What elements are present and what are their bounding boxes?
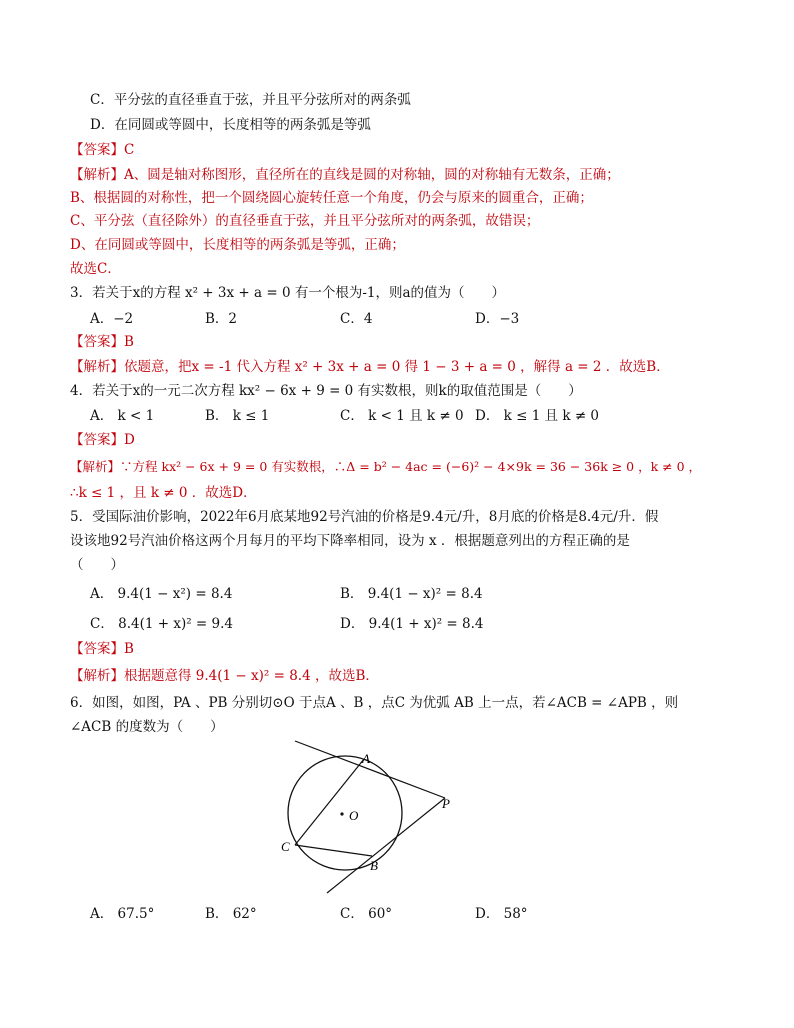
circle-tangent-figure <box>270 738 470 898</box>
q5-answer: 【答案】B <box>70 641 134 657</box>
q4-analysis-1: 【解析】∵方程 kx² − 6x + 9 = 0 有实数根，∴Δ = b² − 4ac = (−6)² − 4×9k = 36 − 36k ≥ 0 ，k ≠ 0 ， <box>70 459 702 474</box>
q6-option-c: C． 60° <box>340 906 393 922</box>
q3-option-c: C．4 <box>340 311 373 327</box>
q6-stem-1: 6．如图，如图，PA 、PB 分别切⊙O 于点A 、B ，点C 为优弧 AB 上一点，若∠ACB = ∠APB ，则 <box>70 695 679 711</box>
q4-analysis-2: ∴k ≤ 1 ，且 k ≠ 0 ．故选D． <box>70 485 257 501</box>
circle-o <box>288 756 402 870</box>
center-point <box>340 812 343 815</box>
q2-answer: 【答案】C <box>70 142 135 158</box>
label-o: O <box>349 808 359 823</box>
q3-answer: 【答案】B <box>70 334 134 350</box>
tangent-line-pa <box>295 741 445 798</box>
q3-option-a: A．−2 <box>90 311 134 327</box>
q4-option-a: A． k < 1 <box>90 408 155 424</box>
q2-analysis-2: B、根据圆的对称性，把一个圆绕圆心旋转任意一个角度，仍会与原来的圆重合，正确； <box>70 190 593 206</box>
q2-option-c: C．平分弦的直径垂直于弦，并且平分弦所对的两条弧 <box>90 92 411 108</box>
q4-answer: 【答案】D <box>70 432 135 448</box>
q6-stem-2: ∠ACB 的度数为（ ） <box>70 719 224 735</box>
q5-option-c: C． 8.4(1 + x)² = 9.4 <box>90 616 233 632</box>
tangent-line-pb <box>327 798 445 893</box>
q5-option-b: B． 9.4(1 − x)² = 8.4 <box>340 586 483 602</box>
q2-analysis-4: D、在同圆或等圆中，长度相等的两条弧是等弧，正确； <box>70 237 405 253</box>
q5-stem-1: 5．受国际油价影响，2022年6月底某地92号汽油的价格是9.4元/升，8月底的价格是8.4元/升．假 <box>70 509 659 525</box>
q6-option-a: A． 67.5° <box>90 906 155 922</box>
q4-option-b: B． k ≤ 1 <box>205 408 270 424</box>
label-p: P <box>442 796 450 811</box>
q2-option-d: D．在同圆或等圆中，长度相等的两条弧是等弧 <box>90 117 371 133</box>
q4-option-d: D． k ≤ 1 且 k ≠ 0 <box>475 408 600 424</box>
q6-option-d: D． 58° <box>475 906 528 922</box>
q2-analysis-5: 故选C． <box>70 261 121 277</box>
q4-stem: 4．若关于x的一元二次方程 kx² − 6x + 9 = 0 有实数根，则k的取值范围是（ ） <box>70 383 582 399</box>
q5-stem-3: （ ） <box>70 557 124 573</box>
q5-stem-2: 设该地92号汽油价格这两个月每月的平均下降率相同，设为 x ．根据题意列出的方程正确的是 <box>70 533 630 549</box>
q6-option-b: B． 62° <box>205 906 257 922</box>
label-c: C <box>281 839 290 854</box>
q3-option-d: D．−3 <box>475 311 520 327</box>
q3-stem: 3．若关于x的方程 x² + 3x + a = 0 有一个根为-1，则a的值为（ ） <box>70 285 506 301</box>
q5-analysis: 【解析】根据题意得 9.4(1 − x)² = 8.4 ，故选B． <box>70 668 379 684</box>
q5-option-d: D． 9.4(1 + x)² = 8.4 <box>340 616 484 632</box>
q4-option-c: C． k < 1 且 k ≠ 0 <box>340 408 464 424</box>
q5-option-a: A． 9.4(1 − x²) = 8.4 <box>90 586 233 602</box>
q3-option-b: B．2 <box>205 311 238 327</box>
label-a: A <box>362 751 370 766</box>
q2-analysis-1: 【解析】A、圆是轴对称图形，直径所在的直线是圆的对称轴，圆的对称轴有无数条，正确； <box>70 167 620 183</box>
q2-analysis-3: C、平分弦（直径除外）的直径垂直于弦，并且平分弦所对的两条弧，故错误； <box>70 213 540 229</box>
q3-analysis: 【解析】依题意，把x = -1 代入方程 x² + 3x + a = 0 得 1 − 3 + a = 0 ，解得 a = 2 ．故选B． <box>70 359 670 375</box>
label-b: B <box>370 858 378 873</box>
